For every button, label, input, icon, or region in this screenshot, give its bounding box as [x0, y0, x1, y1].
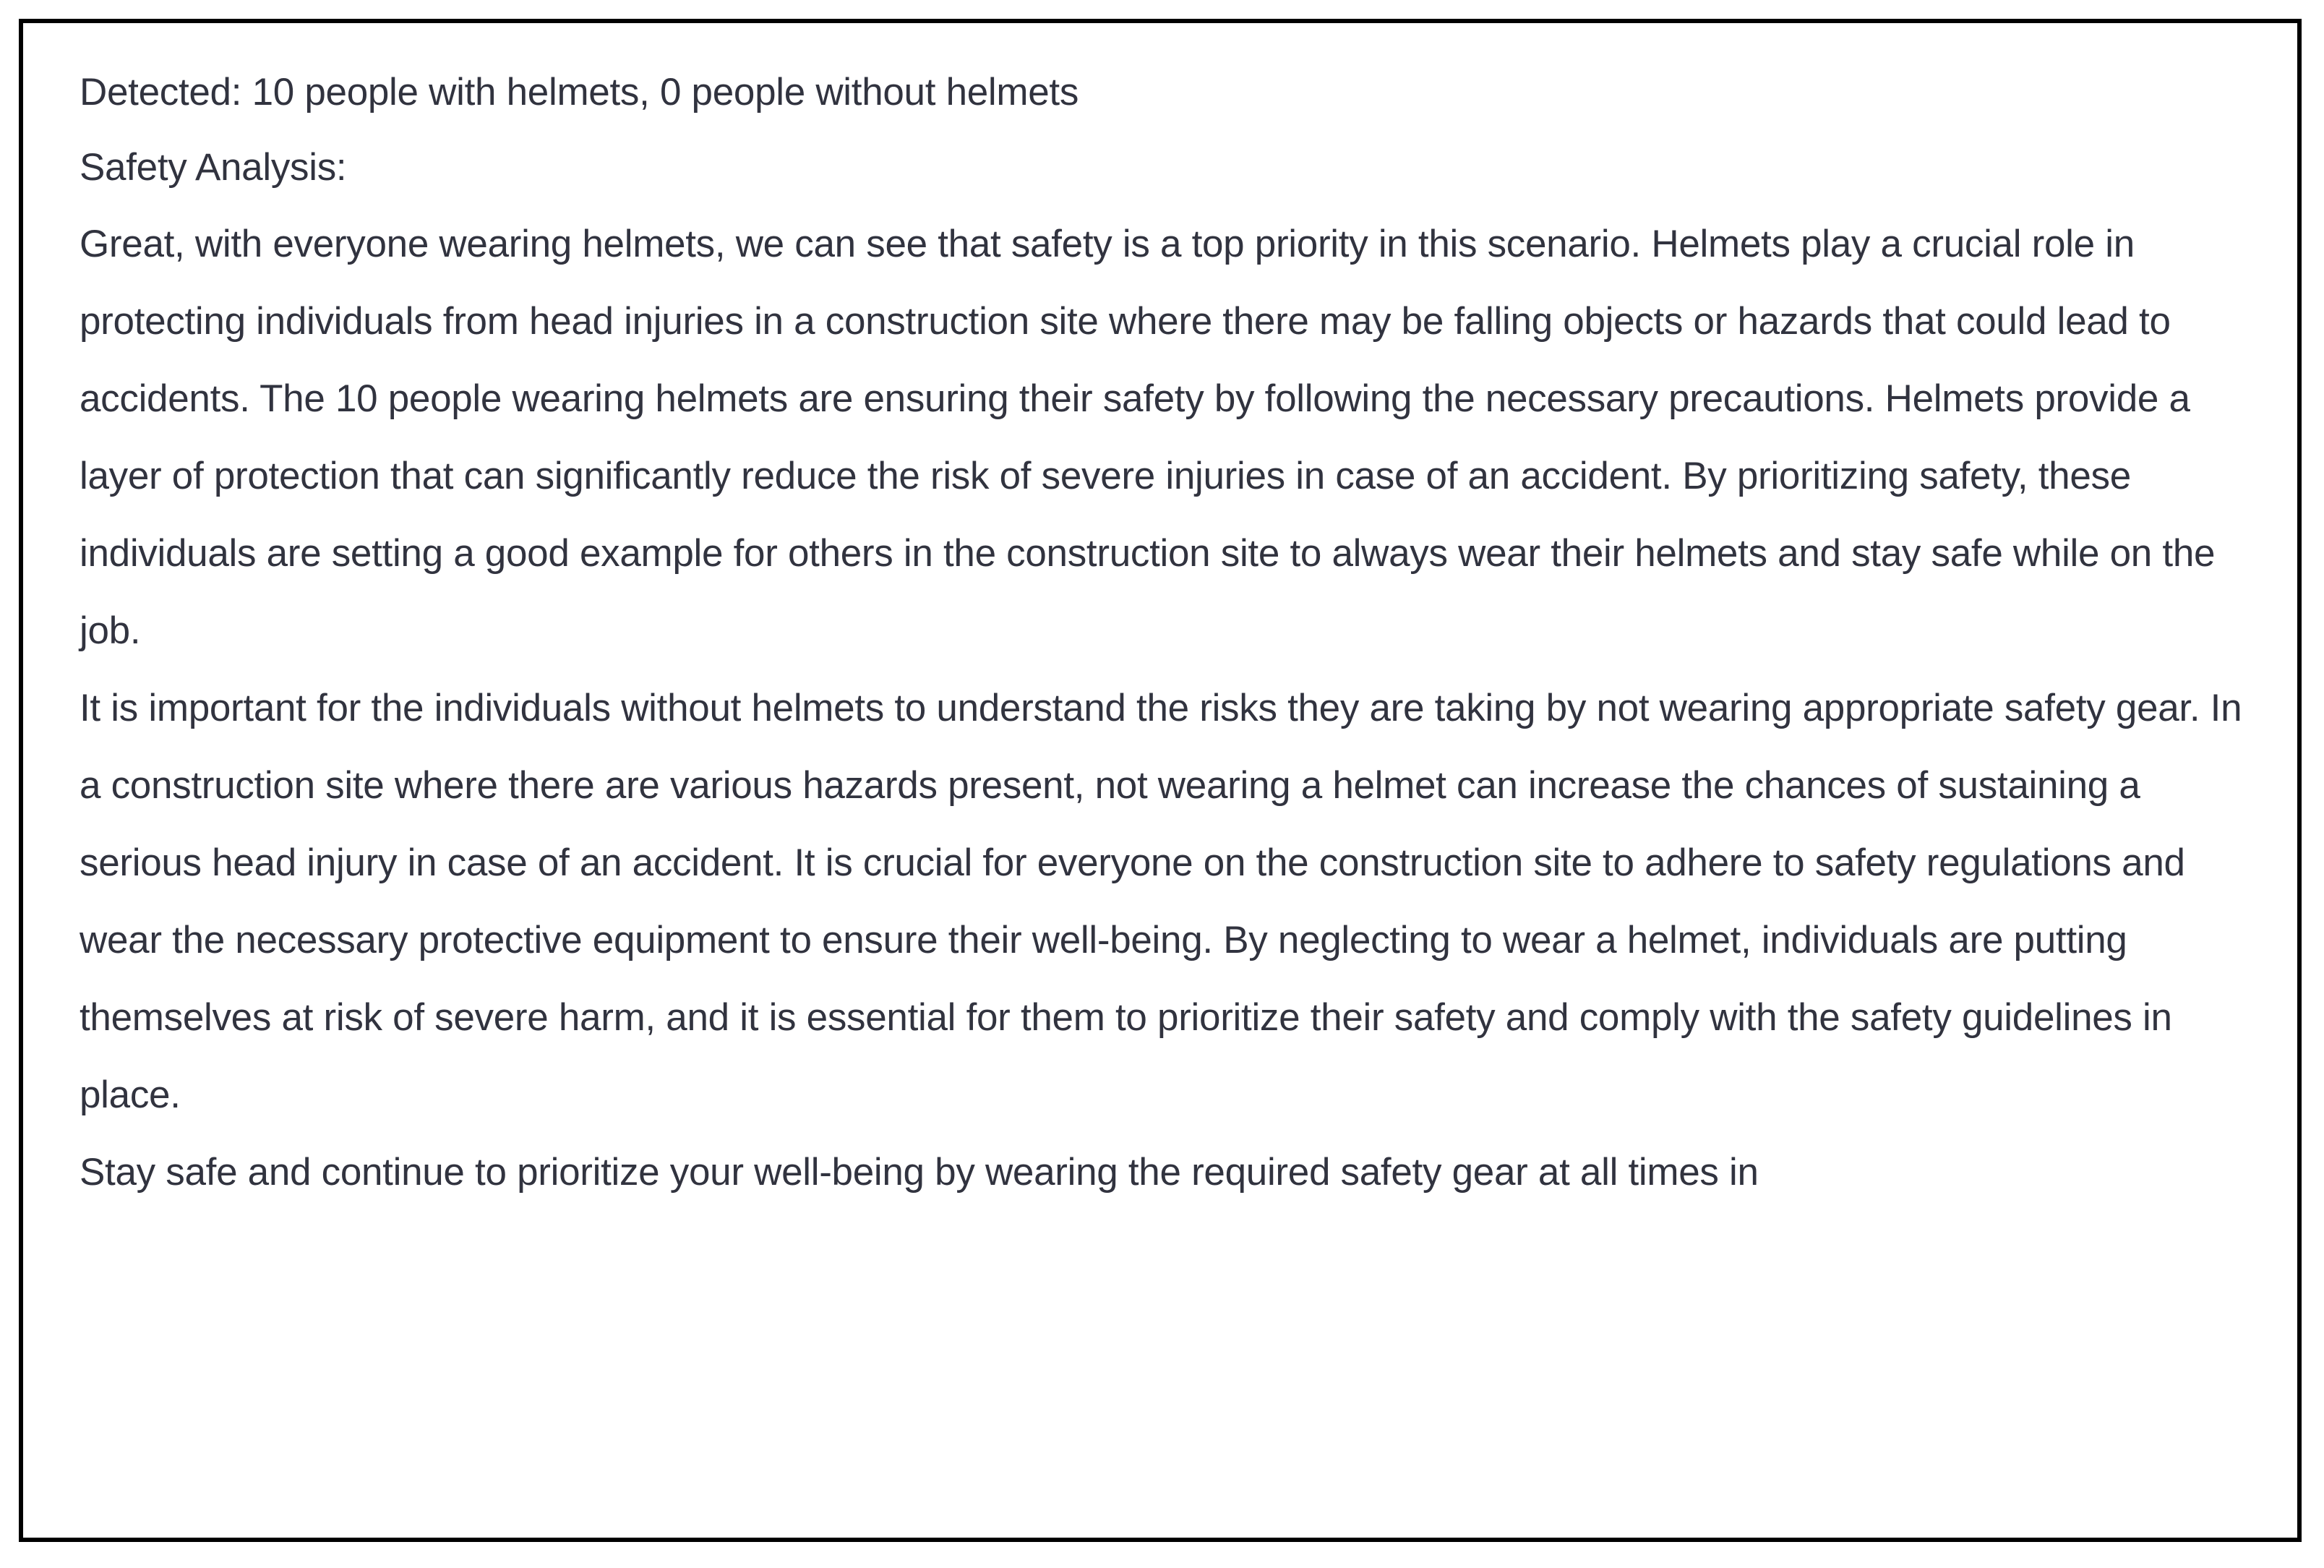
- analysis-heading: Safety Analysis:: [80, 146, 347, 189]
- analysis-paragraph: It is important for the individuals without helmets to understand the risks they are taking by not wearing appropriate safety gear. In a construction site where there are various hazards present, not wearing a helmet can increase the chances of sustaining a serious head injury in case of an accident. It is crucial for everyone on the construction site to adhere to safety regulations and wear the necessary protective equipment to ensure their well-being. By neglecting to wear a helmet, individuals are putting themselves at risk of severe harm, and it is essential for them to prioritize their safety and comply with the safety guidelines in place.: [80, 687, 2242, 1116]
- analysis-output: [80, 55, 2248, 1211]
- analysis-paragraph: Great, with everyone wearing helmets, we can see that safety is a top priority in this scenario. Helmets play a crucial role in protecting individuals from head injuries in a construction site where there may be falling objects or hazards that could lead to accidents. The 10 people wearing helmets are ensuring their safety by following the necessary precautions. Helmets provide a layer of protection that can significantly reduce the risk of severe injuries in case of an accident. By prioritizing safety, these individuals are setting a good example for others in the construction site to always wear their helmets and stay safe while on the job.: [80, 223, 2216, 652]
- analysis-paragraph: Stay safe and continue to prioritize your well-being by wearing the required safety gear at all times in: [80, 1151, 1759, 1194]
- output-panel: [19, 19, 2302, 1542]
- detection-summary: Detected: 10 people with helmets, 0 people without helmets: [80, 71, 1079, 113]
